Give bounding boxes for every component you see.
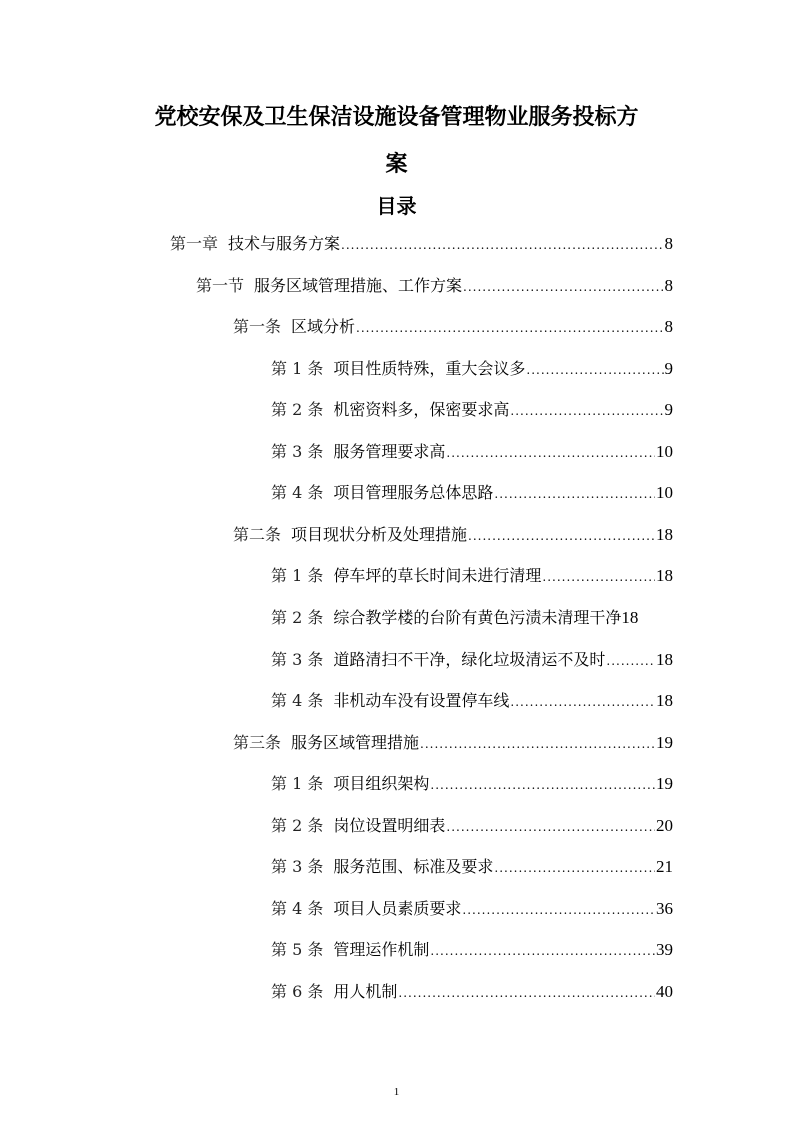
toc-entry[interactable]: [271, 898, 673, 920]
document-title-line2: 案: [385, 152, 408, 177]
toc-entry-number: 第 4 条: [271, 898, 324, 918]
toc-entry[interactable]: [271, 482, 673, 504]
toc-entry-page: 10: [656, 441, 673, 461]
toc-entry-number: 第二条: [233, 524, 282, 544]
dot-leader: [494, 483, 655, 505]
toc-entry[interactable]: [271, 773, 673, 795]
toc-entry-page: 18: [656, 566, 673, 586]
toc-entry[interactable]: [271, 649, 673, 671]
toc-entry-page: 18: [656, 524, 673, 544]
toc-entry-page: 18: [656, 649, 673, 669]
toc-entry-title: 机密资料多，保密要求高: [333, 400, 510, 420]
toc-entry-page: 19: [656, 732, 673, 752]
toc-entry-page: 8: [664, 234, 673, 253]
dot-leader: [526, 359, 663, 381]
dot-leader: [606, 650, 655, 672]
dot-leader: [542, 566, 655, 588]
toc-entry[interactable]: [233, 732, 673, 754]
toc-entry[interactable]: [170, 233, 673, 255]
toc-entry-title: 服务管理要求高: [333, 441, 446, 461]
toc-entry-page: 8: [664, 275, 673, 295]
toc-entry-number: 第 5 条: [271, 940, 324, 960]
toc-entry-page: 36: [656, 898, 673, 918]
toc-entry-number: 第 3 条: [271, 441, 324, 461]
toc-entry-title: 用人机制: [333, 981, 398, 1001]
page-number: 1: [393, 1086, 400, 1098]
toc-entry-number: 第 3 条: [271, 857, 324, 877]
dot-leader: [510, 691, 655, 713]
toc-entry[interactable]: [271, 565, 673, 587]
dot-leader: [468, 525, 655, 547]
toc-entry-page: 39: [656, 940, 673, 960]
toc-entry[interactable]: [271, 981, 673, 1003]
toc-entry[interactable]: [271, 815, 673, 837]
toc-entry[interactable]: [271, 939, 673, 961]
toc-entry-page: 40: [656, 981, 673, 1001]
toc-entry-title: 项目现状分析及处理措施: [291, 524, 468, 544]
dot-leader: [430, 940, 655, 962]
toc-entry-title: 服务范围、标准及要求: [333, 857, 494, 877]
dot-leader: [446, 442, 655, 464]
toc-heading: 目录: [376, 194, 417, 218]
toc-entry-number: 第 1 条: [271, 566, 324, 586]
document-title-line1: 党校安保及卫生保洁设施设备管理物业服务投标方: [154, 105, 639, 130]
toc-entry-title: 综合教学楼的台阶有黄色污渍未清理干净: [333, 607, 622, 627]
toc-entry-title: 岗位设置明细表: [333, 815, 446, 835]
toc-entry[interactable]: [233, 316, 673, 338]
toc-entry[interactable]: [271, 607, 691, 629]
dot-leader: [494, 857, 655, 879]
toc-entry-number: 第 2 条: [271, 400, 324, 420]
toc-entry-title: 非机动车没有设置停车线: [333, 691, 510, 711]
toc-entry-number: 第三条: [233, 732, 282, 752]
toc-entry[interactable]: [233, 524, 673, 546]
toc-entry-title: 区域分析: [291, 317, 356, 337]
toc-entry-number: 第一条: [233, 317, 282, 337]
toc-entry-number: 第 6 条: [271, 981, 324, 1001]
toc-entry-page: 20: [656, 815, 673, 835]
toc-entry[interactable]: [271, 358, 673, 380]
toc-entry-number: 第 3 条: [271, 649, 324, 669]
toc-entry-page: 19: [656, 774, 673, 794]
toc-entry-title: 道路清扫不干净，绿化垃圾清运不及时: [333, 649, 606, 669]
toc-entry[interactable]: [196, 275, 673, 297]
toc-entry-title: 技术与服务方案: [228, 234, 341, 253]
dot-leader: [462, 899, 655, 921]
toc-entry[interactable]: [271, 399, 673, 421]
toc-entry-page: 10: [656, 483, 673, 503]
toc-entry[interactable]: [271, 441, 673, 463]
toc-entry-title: 停车坪的草长时间未进行清理: [333, 566, 542, 586]
toc-entry-title: 项目管理服务总体思路: [333, 483, 494, 503]
toc-entry[interactable]: [271, 690, 673, 712]
dot-leader: [341, 234, 663, 256]
toc-entry-number: 第 1 条: [271, 774, 324, 794]
dot-leader: [510, 400, 663, 422]
toc-entry-number: 第 2 条: [271, 815, 324, 835]
toc-entry[interactable]: [271, 856, 673, 878]
toc-entry-number: 第 4 条: [271, 483, 324, 503]
dot-leader: [446, 816, 655, 838]
toc-entry-number: 第一节: [196, 275, 245, 295]
dot-leader: [463, 276, 663, 298]
toc-entry-title: 服务区域管理措施、工作方案: [254, 275, 463, 295]
toc-entry-title: 项目人员素质要求: [333, 898, 462, 918]
toc-entry-title: 项目组织架构: [333, 774, 430, 794]
toc-entry-title: 服务区域管理措施: [291, 732, 420, 752]
toc-entry-page: 9: [664, 400, 673, 420]
toc-entry-page: 21: [656, 857, 673, 877]
dot-leader: [420, 733, 655, 755]
dot-leader: [398, 982, 655, 1004]
toc-entry-page: 9: [664, 358, 673, 378]
toc-entry-page: 8: [664, 317, 673, 337]
toc-entry-number: 第一章: [170, 234, 219, 253]
dot-leader: [430, 774, 655, 796]
toc-entry-title: 管理运作机制: [333, 940, 430, 960]
toc-entry-page: 18: [621, 607, 639, 627]
toc-entry-number: 第 1 条: [271, 358, 324, 378]
toc-entry-number: 第 4 条: [271, 691, 324, 711]
toc-entry-number: 第 2 条: [271, 607, 324, 627]
dot-leader: [356, 317, 663, 339]
toc-entry-title: 项目性质特殊，重大会议多: [333, 358, 526, 378]
toc-entry-page: 18: [656, 691, 673, 711]
